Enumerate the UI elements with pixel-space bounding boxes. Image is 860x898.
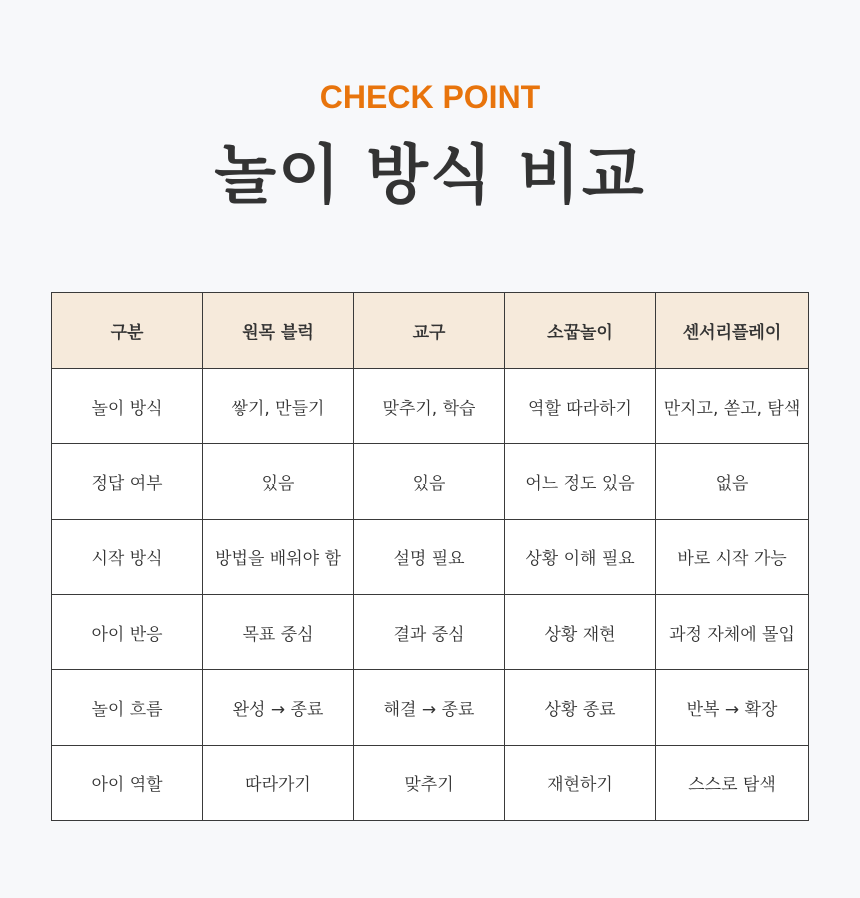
table-cell: 맞추기: [354, 745, 505, 820]
table-row: [52, 444, 809, 519]
table-cell: 상황 종료: [505, 670, 656, 745]
table-cell: 상황 이해 필요: [505, 519, 656, 594]
table-header-row: [52, 293, 809, 369]
table-cell: 있음: [203, 444, 354, 519]
table-cell: 어느 정도 있음: [505, 444, 656, 519]
table-cell: 스스로 탐색: [656, 745, 809, 820]
table-cell: 결과 중심: [354, 594, 505, 669]
table-cell: 해결 → 종료: [354, 670, 505, 745]
table-cell: 상황 재현: [505, 594, 656, 669]
row-label-cell: 놀이 흐름: [52, 670, 203, 745]
table-cell: 쌓기, 만들기: [203, 369, 354, 444]
page-title: 놀이 방식 비교: [214, 139, 646, 213]
table-cell: 방법을 배워야 함: [203, 519, 354, 594]
column-header: 구분: [52, 293, 203, 369]
column-header: 소꿉놀이: [505, 293, 656, 369]
row-label-cell: 정답 여부: [52, 444, 203, 519]
column-header: 센서리플레이: [656, 293, 809, 369]
table-cell: 반복 → 확장: [656, 670, 809, 745]
table-cell: 따라가기: [203, 745, 354, 820]
table-cell: 바로 시작 가능: [656, 519, 809, 594]
column-header: 교구: [354, 293, 505, 369]
table-cell: 재현하기: [505, 745, 656, 820]
table-row: [52, 594, 809, 669]
table-row: [52, 519, 809, 594]
table-cell: 과정 자체에 몰입: [656, 594, 809, 669]
table-cell: 맞추기, 학습: [354, 369, 505, 444]
table-row: [52, 369, 809, 444]
table-row: [52, 745, 809, 820]
table-cell: 완성 → 종료: [203, 670, 354, 745]
column-header: 원목 블럭: [203, 293, 354, 369]
row-label-cell: 시작 방식: [52, 519, 203, 594]
table-cell: 목표 중심: [203, 594, 354, 669]
checkpoint-label: CHECK POINT: [319, 79, 541, 115]
table-cell: 있음: [354, 444, 505, 519]
table-cell: 역할 따라하기: [505, 369, 656, 444]
table-cell: 설명 필요: [354, 519, 505, 594]
table-cell: 만지고, 쏟고, 탐색: [656, 369, 809, 444]
table-cell: 없음: [656, 444, 809, 519]
row-label-cell: 놀이 방식: [52, 369, 203, 444]
table-row: [52, 670, 809, 745]
comparison-table: [51, 292, 809, 821]
row-label-cell: 아이 역할: [52, 745, 203, 820]
row-label-cell: 아이 반응: [52, 594, 203, 669]
